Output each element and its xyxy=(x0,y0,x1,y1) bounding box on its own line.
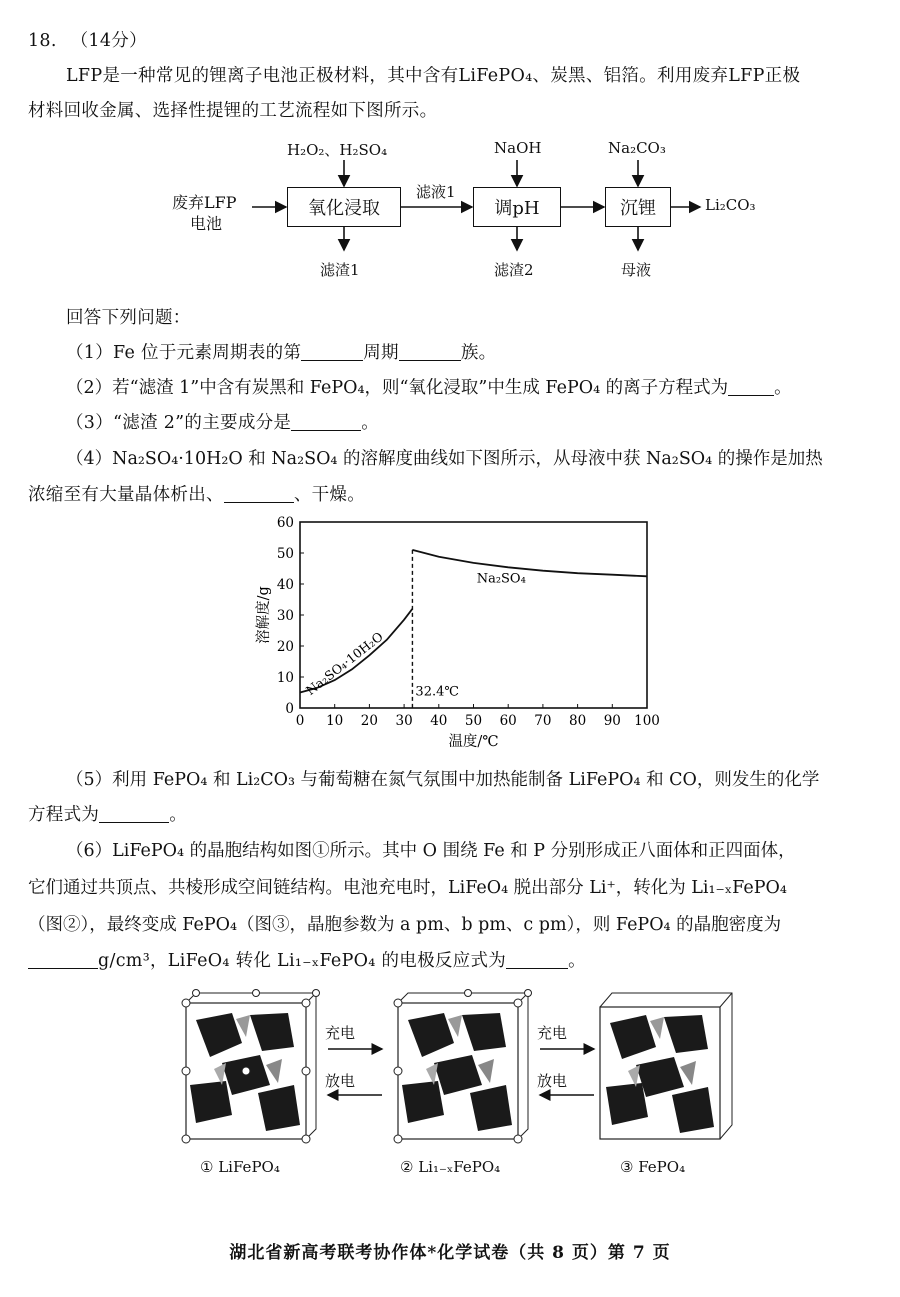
y-tick-label: 10 xyxy=(276,670,294,686)
q3-text-a: （3）“滤渣 2”的主要成分是 xyxy=(66,413,292,433)
answer-blank-operation[interactable] xyxy=(224,485,294,504)
question-6-line-4 xyxy=(28,947,586,972)
question-4-line-2 xyxy=(28,481,365,506)
plot-frame xyxy=(300,522,647,708)
x-tick-label: 100 xyxy=(634,713,660,729)
label-charge-1: 充电 xyxy=(325,1024,356,1042)
x-tick-label: 90 xyxy=(603,713,621,729)
flow-input-label-2: 电池 xyxy=(190,214,223,233)
q6-text-d: g/cm³，LiFeO₄ 转化 Li₁₋ₓFePO₄ 的电极反应式为 xyxy=(98,951,507,971)
flow-step-oxidative-leaching: 氧化浸取 xyxy=(287,187,401,227)
question-number: 18. xyxy=(28,31,57,51)
x-tick-label: 50 xyxy=(464,713,483,729)
question-6-line-2: 它们通过共顶点、共棱形成空间链结构。电池充电时，LiFeO₄ 脱出部分 Li⁺，转化为 Li₁₋ₓFePO₄ xyxy=(28,878,787,898)
caption-fepo4: ③ FePO₄ xyxy=(620,1158,686,1176)
answer-blank-residue-2[interactable] xyxy=(291,413,361,432)
y-tick-label: 0 xyxy=(285,701,294,717)
flow-step-lithium-precipitation: 沉锂 xyxy=(605,187,671,227)
x-tick-label: 70 xyxy=(534,713,552,729)
q2-text-a: （2）若“滤渣 1”中含有炭黑和 FePO₄，则“氧化浸取”中生成 FePO₄ 的离子方程式为 xyxy=(66,378,729,398)
q5-text-c: 。 xyxy=(169,805,188,825)
crystal-cell-li1-xfepo4 xyxy=(394,990,532,1144)
question-1 xyxy=(66,339,496,364)
label-charge-2: 充电 xyxy=(537,1024,568,1042)
answer-blank-chemical-equation[interactable] xyxy=(99,805,169,824)
y-tick-label: 20 xyxy=(276,639,294,655)
question-3 xyxy=(66,409,379,434)
answer-blank-electrode-equation[interactable] xyxy=(506,951,568,970)
q4-text-b: 浓缩至有大量晶体析出、 xyxy=(28,485,224,505)
answer-blank-period[interactable] xyxy=(301,343,363,362)
x-tick-label: 80 xyxy=(569,713,587,729)
flow-residue-2: 滤渣2 xyxy=(494,261,534,279)
question-2 xyxy=(66,374,792,399)
flow-input-label: 废弃LFP xyxy=(172,193,237,212)
x-tick-label: 60 xyxy=(499,713,517,729)
q1-text-b: 周期 xyxy=(363,343,399,363)
flow-reagent-3: Na₂CO₃ xyxy=(608,139,666,157)
question-header xyxy=(28,27,147,52)
crystal-cell-fepo4 xyxy=(600,993,732,1139)
flow-residue-1: 滤渣1 xyxy=(320,261,360,279)
flow-reagent-1: H₂O₂、H₂SO₄ xyxy=(287,141,388,159)
y-tick-label: 50 xyxy=(276,546,294,562)
question-5-line-1: （5）利用 FePO₄ 和 Li₂CO₃ 与葡萄糖在氮气氛围中加热能制备 LiFePO₄ 和 CO，则发生的化学 xyxy=(66,770,820,790)
x-axis-label: 温度/℃ xyxy=(448,734,499,750)
crystal-structures-figure xyxy=(170,985,740,1185)
solubility-chart xyxy=(250,512,670,757)
x-tick-label: 20 xyxy=(360,713,378,729)
series-label-anhydrous: Na₂SO₄ xyxy=(476,571,526,587)
question-score: （14分） xyxy=(70,31,147,51)
q3-text-b: 。 xyxy=(361,413,380,433)
q4-text-c: 、干燥。 xyxy=(293,485,366,505)
x-tick-label: 40 xyxy=(430,713,448,729)
flow-arrows xyxy=(0,130,900,280)
answer-blank-ionic-equation[interactable] xyxy=(728,378,774,397)
y-tick-label: 60 xyxy=(276,515,294,531)
x-tick-label: 10 xyxy=(326,713,344,729)
intro-line-1: LFP是一种常见的锂离子电池正极材料，其中含有LiFePO₄、炭黑、铝箔。利用废弃LFP正极 xyxy=(66,66,801,86)
transition-label: 32.4℃ xyxy=(415,684,459,700)
q1-text-a: （1）Fe 位于元素周期表的第 xyxy=(66,343,302,363)
caption-lifepo4: ① LiFePO₄ xyxy=(200,1158,280,1176)
y-axis-label: 溶解度/g xyxy=(256,586,272,644)
label-discharge-2: 放电 xyxy=(537,1072,568,1090)
x-tick-label: 0 xyxy=(295,713,305,729)
y-tick-label: 40 xyxy=(276,577,294,593)
answer-blank-group[interactable] xyxy=(399,343,461,362)
flow-product: Li₂CO₃ xyxy=(705,196,756,214)
series-line-1 xyxy=(412,550,647,576)
answer-blank-density[interactable] xyxy=(28,951,98,970)
flow-filtrate-1: 滤液1 xyxy=(416,183,456,201)
answer-prompt: 回答下列问题： xyxy=(66,308,191,328)
flow-mother-liquor: 母液 xyxy=(621,261,652,279)
page-footer: 湖北省新高考联考协作体*化学试卷（共 8 页）第 7 页 xyxy=(229,1243,671,1263)
question-6-line-1: （6）LiFePO₄ 的晶胞结构如图①所示。其中 O 围绕 Fe 和 P 分别形成正八面体和正四面体， xyxy=(66,841,796,861)
label-discharge-1: 放电 xyxy=(325,1072,356,1090)
flow-reagent-2: NaOH xyxy=(494,139,542,157)
y-tick-label: 30 xyxy=(276,608,294,624)
question-6-line-3: （图②），最终变成 FePO₄（图③，晶胞参数为 a pm、b pm、c pm），则 FePO₄ 的晶胞密度为 xyxy=(28,915,782,935)
q2-text-b: 。 xyxy=(774,378,792,398)
q1-text-c: 族。 xyxy=(460,343,497,363)
q6-text-e: 。 xyxy=(568,951,586,971)
question-4-line-1: （4）Na₂SO₄·10H₂O 和 Na₂SO₄ 的溶解度曲线如下图所示，从母液中获 Na₂SO₄ 的操作是加热 xyxy=(66,449,823,469)
series-label-decahydrate: Na₂SO₄·10H₂O xyxy=(303,628,386,698)
intro-line-2: 材料回收金属、选择性提锂的工艺流程如下图所示。 xyxy=(28,101,438,121)
x-tick-label: 30 xyxy=(395,713,413,729)
crystal-cell-lifepo4 xyxy=(182,990,320,1144)
flow-step-adjust-ph: 调pH xyxy=(473,187,561,227)
question-5-line-2 xyxy=(28,801,187,826)
caption-li1-xfepo4: ② Li₁₋ₓFePO₄ xyxy=(400,1158,501,1176)
q5-text-b: 方程式为 xyxy=(28,805,100,825)
